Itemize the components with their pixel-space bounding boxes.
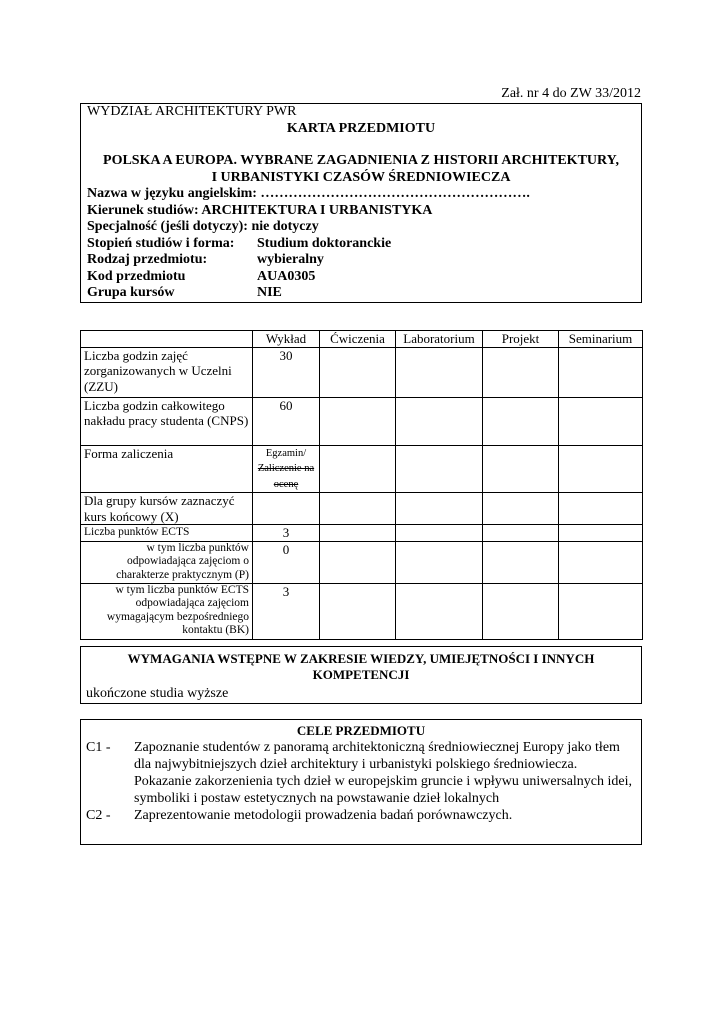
lecture-cell: [253, 493, 320, 525]
document-reference: Zał. nr 4 do ZW 33/2012: [501, 86, 641, 101]
english-name: Nazwa w języku angielskim: ………………………………………………….: [87, 186, 530, 201]
goal-text: Zaprezentowanie metodologii prowadzenia badań porównawczych.: [134, 808, 513, 823]
table-header-row: [81, 331, 643, 348]
study-level-value: Studium doktoranckie: [257, 235, 392, 251]
prerequisites-text: ukończone studia wyższe: [86, 686, 229, 701]
faculty-name: WYDZIAŁ ARCHITEKTURY PWR: [87, 104, 297, 119]
lecture-cell: 3: [253, 583, 320, 639]
row-label: Liczba punktów ECTS: [81, 525, 253, 542]
row-label: Liczba godzin całkowitego nakładu pracy studenta (CNPS): [81, 397, 253, 445]
row-label: w tym liczba punktów ECTS odpowiadająca zajęciom wymagającym bezpośredniego kontaktu (BK): [81, 583, 253, 639]
hours-table: [80, 330, 643, 640]
row-label: Forma zaliczenia: [81, 445, 253, 493]
course-group-row: [87, 285, 635, 302]
goal-text: Zapoznanie studentów z panoramą architektoniczną średniowiecznej Europy jako tłem dla najwybitniejszych dzieł architektury i urbanistyki polskiego średniowiecza. Pokazanie zakorzenienia tych dzieł w europejskim gruncie i wpływu uniwersalnych idei, symboliki i postaw estetycznych na powstawanie dzieł lokalnych: [134, 740, 632, 806]
specialty: Specjalność (jeśli dotyczy): nie dotyczy: [87, 219, 319, 234]
lecture-cell: 0: [253, 541, 320, 583]
row-label: w tym liczba punktów odpowiadająca zajęciom o charakterze praktycznym (P): [81, 541, 253, 583]
goal-code: C1 -: [86, 740, 111, 755]
table-row: [81, 493, 643, 525]
table-row: [81, 347, 643, 397]
course-type-label: Rodzaj przedmiotu:: [87, 252, 208, 267]
course-type-value: wybieralny: [257, 252, 324, 267]
course-code-row: [87, 269, 635, 286]
course-type-row: [87, 252, 635, 269]
graded-credit-struck: Zaliczenie na ocenę: [257, 463, 315, 490]
table-row: [81, 541, 643, 583]
goal-item: [86, 739, 636, 807]
study-level-label: Stopień studiów i forma:: [87, 235, 235, 251]
goals-heading: CELE PRZEDMIOTU: [296, 723, 426, 738]
row-label: Dla grupy kursów zaznaczyć kurs końcowy (X): [81, 493, 253, 525]
table-row: [81, 525, 643, 542]
lecture-cell: 3: [253, 525, 320, 542]
exam-label: Egzamin/: [265, 447, 307, 459]
row-label: Liczba godzin zajęć zorganizowanych w Uczelni (ZZU): [81, 347, 253, 397]
table-row: [81, 583, 643, 639]
field-of-study: Kierunek studiów: ARCHITEKTURA I URBANISTYKA: [87, 202, 433, 218]
prerequisites-box: [80, 646, 642, 704]
prerequisites-heading: WYMAGANIA WSTĘPNE W ZAKRESIE WIEDZY, UMIEJĘTNOŚCI I INNYCH KOMPETENCJI: [127, 651, 595, 682]
goal-item: [86, 807, 636, 824]
course-code-value: AUA0305: [257, 268, 316, 284]
goal-code: C2 -: [86, 808, 111, 823]
course-header-box: [80, 103, 642, 303]
lecture-cell: 60: [253, 397, 320, 445]
table-row: [81, 445, 643, 493]
column-header-lecture: Wykład: [253, 331, 320, 348]
column-header-exercises: Ćwiczenia: [320, 331, 396, 348]
column-header-laboratory: Laboratorium: [396, 331, 483, 348]
course-group-value: NIE: [257, 285, 282, 300]
course-group-label: Grupa kursów: [87, 285, 175, 300]
table-row: [81, 397, 643, 445]
column-header-seminar: Seminarium: [559, 331, 643, 348]
column-header-project: Projekt: [483, 331, 559, 348]
lecture-cell: [253, 445, 320, 493]
column-header: [81, 331, 253, 348]
lecture-cell: 30: [253, 347, 320, 397]
card-title: KARTA PRZEDMIOTU: [286, 120, 436, 136]
course-name-line2: I URBANISTYKI CZASÓW ŚREDNIOWIECZA: [211, 169, 511, 185]
goals-box: [80, 719, 642, 845]
course-name-line1: POLSKA A EUROPA. WYBRANE ZAGADNIENIA Z HISTORII ARCHITEKTURY,: [103, 153, 619, 168]
course-code-label: Kod przedmiotu: [87, 268, 186, 284]
study-level-row: [87, 236, 635, 253]
